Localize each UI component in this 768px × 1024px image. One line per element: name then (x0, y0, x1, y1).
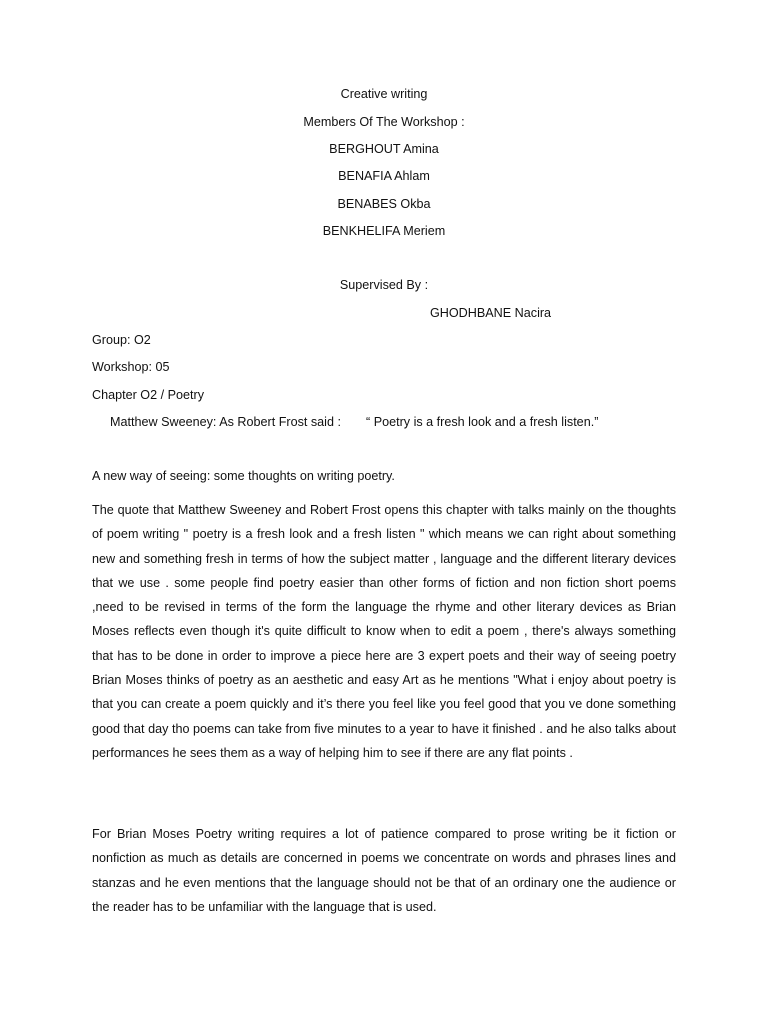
supervisor-name: GHODHBANE Nacira (430, 306, 552, 320)
members-label: Members Of The Workshop : (303, 115, 465, 129)
member-name: BENKHELIFA Meriem (322, 224, 446, 238)
section-heading: A new way of seeing: some thoughts on writing poetry. (92, 469, 395, 483)
document-title: Creative writing (340, 87, 428, 101)
group-label: Group: O2 (92, 333, 151, 347)
member-name: BENABES Okba (337, 197, 431, 211)
supervised-label: Supervised By : (339, 278, 429, 292)
workshop-label: Workshop: 05 (92, 360, 170, 374)
quote-text: “ Poetry is a fresh look and a fresh listen.” (366, 415, 599, 429)
body-paragraph: For Brian Moses Poetry writing requires a lot of patience compared to prose writing be it fiction or nonfiction as much as details are concerned in poems we concentrate on words and phrases lines and stanzas and he even mentions that the language should not be that of an ordinary one the audience or the reader has to be unfamiliar with the language that is used. (92, 827, 676, 914)
quote-attribution: Matthew Sweeney: As Robert Frost said : (110, 415, 341, 429)
member-name: BERGHOUT Amina (329, 142, 439, 156)
body-paragraph: The quote that Matthew Sweeney and Robert Frost opens this chapter with talks mainly on the thoughts of poem writing " poetry is a fresh look and a fresh listen " which means we can right about something new and something fresh in terms of how the subject matter , language and the different literary devices that we use . some people find poetry easier than other forms of fiction and non fiction short poems ,need to be revised in terms of the form the language the rhyme and other literary devices as Brian Moses reflects even though it's quite difficult to know when to edit a poem , there's always something that has to be done in order to improve a piece here are 3 expert poets and their way of seeing poetry Brian Moses thinks of poetry as an aesthetic and easy Art as he mentions "What i enjoy about poetry is that you can create a poem quickly and it’s there you feel like you feel good that you ve done something good that day tho poems can take from five minutes to a year to have it finished . and he also talks about performances he sees them as a way of helping him to see if there are any flat points . (92, 503, 676, 760)
member-name: BENAFIA Ahlam (338, 169, 430, 183)
chapter-label: Chapter O2 / Poetry (92, 388, 204, 402)
